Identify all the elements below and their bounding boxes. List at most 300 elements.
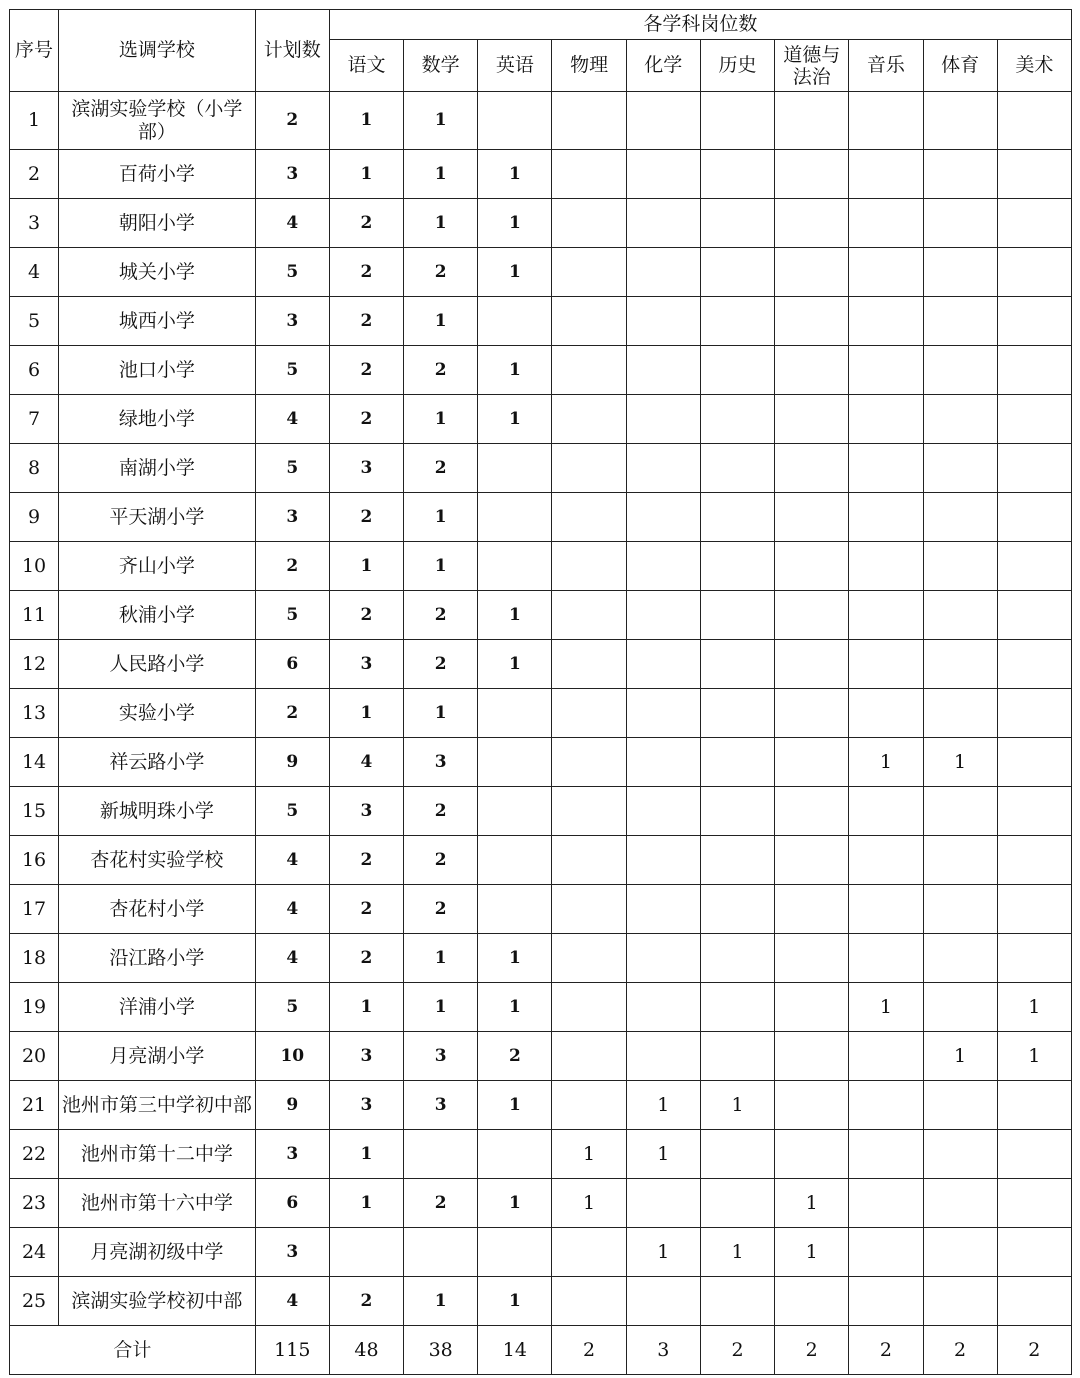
row-subject-count: 2 — [329, 297, 403, 346]
row-school: 沿江路小学 — [59, 934, 256, 983]
row-subject-count — [997, 92, 1071, 150]
row-subject-count — [626, 640, 700, 689]
row-seq: 13 — [10, 689, 59, 738]
row-subject-count: 1 — [849, 983, 923, 1032]
row-subject-count — [775, 1032, 849, 1081]
row-plan: 5 — [255, 787, 329, 836]
row-subject-count — [552, 248, 626, 297]
row-subject-count: 1 — [478, 1179, 552, 1228]
row-seq: 14 — [10, 738, 59, 787]
row-seq: 9 — [10, 493, 59, 542]
row-subject-count: 1 — [478, 1277, 552, 1326]
row-subject-count — [923, 150, 997, 199]
row-school: 新城明珠小学 — [59, 787, 256, 836]
row-subject-count — [700, 493, 774, 542]
row-seq: 6 — [10, 346, 59, 395]
row-subject-count — [552, 346, 626, 395]
header-plan: 计划数 — [255, 10, 329, 92]
table-row — [10, 199, 1072, 248]
row-seq: 23 — [10, 1179, 59, 1228]
row-school: 滨湖实验学校（小学部） — [59, 92, 256, 150]
row-subject-count — [552, 689, 626, 738]
row-subject-count — [552, 591, 626, 640]
row-subject-count — [997, 150, 1071, 199]
row-plan: 5 — [255, 248, 329, 297]
row-subject-count: 2 — [329, 493, 403, 542]
row-subject-count — [552, 885, 626, 934]
row-plan: 3 — [255, 493, 329, 542]
row-subject-count: 1 — [478, 1081, 552, 1130]
row-subject-count — [775, 689, 849, 738]
row-plan: 3 — [255, 297, 329, 346]
row-subject-count: 1 — [404, 297, 478, 346]
row-subject-count — [700, 1277, 774, 1326]
row-subject-count — [700, 934, 774, 983]
row-school: 杏花村小学 — [59, 885, 256, 934]
row-subject-count — [626, 983, 700, 1032]
row-subject-count — [923, 1130, 997, 1179]
row-subject-count — [849, 640, 923, 689]
row-plan: 4 — [255, 836, 329, 885]
row-subject-count — [997, 395, 1071, 444]
row-subject-count — [997, 885, 1071, 934]
row-subject-count — [626, 885, 700, 934]
row-subject-count — [552, 787, 626, 836]
row-subject-count: 1 — [404, 493, 478, 542]
table-row — [10, 836, 1072, 885]
row-subject-count — [478, 297, 552, 346]
header-subject: 美术 — [997, 40, 1071, 92]
row-subject-count: 1 — [478, 640, 552, 689]
row-subject-count — [997, 836, 1071, 885]
table-row — [10, 787, 1072, 836]
row-subject-count — [997, 1130, 1071, 1179]
row-subject-count: 2 — [478, 1032, 552, 1081]
row-seq: 8 — [10, 444, 59, 493]
table-row — [10, 1032, 1072, 1081]
row-subject-count — [775, 787, 849, 836]
row-subject-count — [923, 1081, 997, 1130]
row-subject-count — [700, 640, 774, 689]
table-row — [10, 934, 1072, 983]
row-subject-count — [775, 738, 849, 787]
row-subject-count: 1 — [700, 1228, 774, 1277]
row-subject-count: 2 — [329, 346, 403, 395]
row-subject-count — [700, 983, 774, 1032]
row-subject-count: 3 — [404, 738, 478, 787]
row-subject-count: 1 — [329, 150, 403, 199]
row-subject-count — [626, 297, 700, 346]
row-subject-count — [849, 150, 923, 199]
row-subject-count — [329, 1228, 403, 1277]
row-subject-count: 1 — [626, 1228, 700, 1277]
row-subject-count — [700, 444, 774, 493]
table-row — [10, 542, 1072, 591]
table-row — [10, 1130, 1072, 1179]
row-subject-count — [997, 297, 1071, 346]
table-row — [10, 248, 1072, 297]
row-subject-count — [775, 444, 849, 493]
row-subject-count — [552, 542, 626, 591]
header-subject: 语文 — [329, 40, 403, 92]
row-subject-count — [478, 1130, 552, 1179]
row-subject-count — [775, 199, 849, 248]
row-subject-count: 1 — [329, 542, 403, 591]
row-subject-count — [626, 493, 700, 542]
row-plan: 2 — [255, 689, 329, 738]
row-subject-count — [923, 591, 997, 640]
row-subject-count: 1 — [404, 1277, 478, 1326]
row-subject-count — [923, 640, 997, 689]
row-subject-count — [478, 738, 552, 787]
total-subject-count: 48 — [329, 1326, 403, 1375]
row-subject-count — [775, 934, 849, 983]
row-subject-count — [552, 640, 626, 689]
row-plan: 4 — [255, 934, 329, 983]
row-subject-count — [552, 395, 626, 444]
row-subject-count: 1 — [404, 689, 478, 738]
row-subject-count — [775, 542, 849, 591]
row-subject-count — [923, 395, 997, 444]
row-subject-count — [849, 1228, 923, 1277]
row-plan: 9 — [255, 1081, 329, 1130]
row-subject-count — [626, 836, 700, 885]
row-subject-count — [775, 297, 849, 346]
header-subject: 体育 — [923, 40, 997, 92]
row-subject-count — [552, 738, 626, 787]
row-subject-count: 1 — [329, 1130, 403, 1179]
row-subject-count: 1 — [775, 1228, 849, 1277]
row-subject-count — [997, 689, 1071, 738]
row-subject-count: 1 — [329, 983, 403, 1032]
row-subject-count — [849, 1081, 923, 1130]
row-subject-count — [923, 493, 997, 542]
row-school: 实验小学 — [59, 689, 256, 738]
row-school: 池州市第十六中学 — [59, 1179, 256, 1228]
row-subject-count: 1 — [404, 395, 478, 444]
row-subject-count — [997, 444, 1071, 493]
table-row — [10, 1228, 1072, 1277]
row-subject-count — [775, 983, 849, 1032]
row-subject-count: 1 — [329, 689, 403, 738]
row-subject-count: 1 — [329, 92, 403, 150]
row-subject-count — [700, 787, 774, 836]
row-subject-count — [997, 934, 1071, 983]
header-subject-group: 各学科岗位数 — [329, 10, 1071, 40]
table-row — [10, 1081, 1072, 1130]
row-subject-count — [997, 542, 1071, 591]
table-row — [10, 150, 1072, 199]
row-subject-count: 2 — [404, 248, 478, 297]
row-subject-count — [923, 1228, 997, 1277]
row-subject-count — [923, 1277, 997, 1326]
row-subject-count: 1 — [404, 983, 478, 1032]
row-subject-count — [997, 1179, 1071, 1228]
row-seq: 20 — [10, 1032, 59, 1081]
row-subject-count — [997, 199, 1071, 248]
row-subject-count — [552, 444, 626, 493]
row-school: 百荷小学 — [59, 150, 256, 199]
row-subject-count — [552, 836, 626, 885]
row-subject-count: 1 — [700, 1081, 774, 1130]
row-subject-count — [626, 395, 700, 444]
row-subject-count — [552, 199, 626, 248]
allocation-table — [9, 9, 1072, 1375]
total-subject-count: 14 — [478, 1326, 552, 1375]
row-seq: 2 — [10, 150, 59, 199]
row-school: 滨湖实验学校初中部 — [59, 1277, 256, 1326]
row-subject-count — [700, 248, 774, 297]
row-subject-count — [775, 591, 849, 640]
row-subject-count — [923, 787, 997, 836]
row-subject-count — [775, 493, 849, 542]
row-subject-count: 1 — [478, 199, 552, 248]
row-school: 池州市第十二中学 — [59, 1130, 256, 1179]
row-subject-count — [997, 1277, 1071, 1326]
row-subject-count — [552, 983, 626, 1032]
row-subject-count — [923, 836, 997, 885]
row-subject-count: 3 — [329, 1081, 403, 1130]
table-row — [10, 738, 1072, 787]
row-plan: 5 — [255, 983, 329, 1032]
row-subject-count — [923, 297, 997, 346]
row-school: 城关小学 — [59, 248, 256, 297]
row-subject-count — [923, 542, 997, 591]
row-subject-count: 1 — [626, 1081, 700, 1130]
row-subject-count — [700, 1130, 774, 1179]
row-subject-count — [849, 346, 923, 395]
row-subject-count: 2 — [404, 836, 478, 885]
row-subject-count — [849, 885, 923, 934]
row-seq: 24 — [10, 1228, 59, 1277]
row-subject-count — [626, 199, 700, 248]
row-subject-count — [552, 92, 626, 150]
row-subject-count — [552, 1228, 626, 1277]
row-subject-count — [626, 92, 700, 150]
header-subject: 道德与法治 — [775, 40, 849, 92]
row-subject-count — [552, 150, 626, 199]
row-subject-count — [923, 199, 997, 248]
row-subject-count: 1 — [775, 1179, 849, 1228]
row-subject-count — [775, 150, 849, 199]
row-subject-count — [997, 346, 1071, 395]
row-school: 人民路小学 — [59, 640, 256, 689]
row-subject-count — [849, 934, 923, 983]
row-subject-count — [849, 1130, 923, 1179]
row-subject-count — [849, 1179, 923, 1228]
row-subject-count — [700, 150, 774, 199]
row-subject-count: 1 — [404, 934, 478, 983]
row-subject-count — [849, 689, 923, 738]
row-school: 月亮湖初级中学 — [59, 1228, 256, 1277]
header-subject: 英语 — [478, 40, 552, 92]
row-subject-count: 2 — [404, 591, 478, 640]
row-subject-count — [552, 934, 626, 983]
total-row — [10, 1326, 1072, 1375]
row-subject-count — [478, 444, 552, 493]
row-subject-count — [849, 1032, 923, 1081]
table-row — [10, 346, 1072, 395]
header-seq: 序号 — [10, 10, 59, 92]
row-subject-count — [552, 493, 626, 542]
row-seq: 4 — [10, 248, 59, 297]
row-subject-count: 2 — [329, 591, 403, 640]
row-seq: 17 — [10, 885, 59, 934]
row-plan: 5 — [255, 591, 329, 640]
row-subject-count — [700, 1032, 774, 1081]
row-plan: 5 — [255, 346, 329, 395]
row-subject-count — [849, 591, 923, 640]
row-subject-count: 1 — [997, 983, 1071, 1032]
row-subject-count — [849, 836, 923, 885]
row-subject-count: 2 — [329, 199, 403, 248]
row-subject-count — [478, 542, 552, 591]
total-subject-count: 2 — [552, 1326, 626, 1375]
row-subject-count — [849, 1277, 923, 1326]
row-subject-count — [700, 885, 774, 934]
row-subject-count — [997, 1081, 1071, 1130]
row-subject-count — [775, 1130, 849, 1179]
row-subject-count: 1 — [849, 738, 923, 787]
row-subject-count: 1 — [478, 395, 552, 444]
row-school: 秋浦小学 — [59, 591, 256, 640]
row-subject-count — [700, 92, 774, 150]
row-seq: 12 — [10, 640, 59, 689]
row-subject-count — [923, 1179, 997, 1228]
row-subject-count — [478, 92, 552, 150]
row-subject-count — [775, 1277, 849, 1326]
row-subject-count: 2 — [329, 934, 403, 983]
table-row — [10, 92, 1072, 150]
total-plan: 115 — [255, 1326, 329, 1375]
row-subject-count — [923, 444, 997, 493]
row-subject-count — [478, 493, 552, 542]
row-subject-count: 1 — [923, 1032, 997, 1081]
row-subject-count — [700, 542, 774, 591]
table-row — [10, 1179, 1072, 1228]
row-subject-count — [478, 1228, 552, 1277]
row-subject-count: 3 — [329, 787, 403, 836]
row-subject-count — [849, 297, 923, 346]
row-subject-count: 4 — [329, 738, 403, 787]
row-school: 齐山小学 — [59, 542, 256, 591]
row-school: 绿地小学 — [59, 395, 256, 444]
table-row — [10, 297, 1072, 346]
row-subject-count: 2 — [404, 885, 478, 934]
row-subject-count — [404, 1228, 478, 1277]
row-subject-count: 1 — [404, 92, 478, 150]
row-subject-count — [775, 1081, 849, 1130]
row-subject-count — [478, 689, 552, 738]
row-seq: 18 — [10, 934, 59, 983]
row-subject-count: 2 — [329, 885, 403, 934]
row-subject-count — [775, 248, 849, 297]
row-subject-count: 1 — [404, 199, 478, 248]
row-subject-count — [849, 199, 923, 248]
row-seq: 19 — [10, 983, 59, 1032]
row-subject-count — [478, 787, 552, 836]
total-subject-count: 38 — [404, 1326, 478, 1375]
row-subject-count: 3 — [404, 1081, 478, 1130]
header-subject: 物理 — [552, 40, 626, 92]
row-seq: 25 — [10, 1277, 59, 1326]
row-subject-count: 1 — [478, 248, 552, 297]
total-subject-count: 2 — [997, 1326, 1071, 1375]
table-row — [10, 640, 1072, 689]
row-subject-count: 1 — [478, 591, 552, 640]
row-seq: 11 — [10, 591, 59, 640]
row-subject-count — [997, 493, 1071, 542]
table-row — [10, 689, 1072, 738]
row-seq: 16 — [10, 836, 59, 885]
row-subject-count: 1 — [997, 1032, 1071, 1081]
row-subject-count — [626, 542, 700, 591]
row-subject-count — [923, 689, 997, 738]
row-school: 杏花村实验学校 — [59, 836, 256, 885]
header-subject: 历史 — [700, 40, 774, 92]
row-subject-count — [626, 1277, 700, 1326]
row-subject-count: 1 — [626, 1130, 700, 1179]
row-subject-count — [923, 92, 997, 150]
row-subject-count — [626, 738, 700, 787]
row-subject-count: 3 — [329, 444, 403, 493]
row-plan: 2 — [255, 542, 329, 591]
header-subject: 数学 — [404, 40, 478, 92]
row-plan: 6 — [255, 640, 329, 689]
row-subject-count — [552, 297, 626, 346]
total-subject-count: 2 — [700, 1326, 774, 1375]
row-subject-count — [552, 1081, 626, 1130]
row-plan: 9 — [255, 738, 329, 787]
row-school: 城西小学 — [59, 297, 256, 346]
row-subject-count — [626, 346, 700, 395]
row-subject-count: 2 — [404, 444, 478, 493]
row-subject-count — [626, 444, 700, 493]
row-subject-count — [849, 92, 923, 150]
total-subject-count: 2 — [775, 1326, 849, 1375]
row-subject-count — [923, 885, 997, 934]
header-subject: 音乐 — [849, 40, 923, 92]
row-subject-count: 3 — [329, 1032, 403, 1081]
row-subject-count: 2 — [329, 1277, 403, 1326]
row-subject-count — [849, 787, 923, 836]
row-subject-count — [849, 395, 923, 444]
row-subject-count: 2 — [404, 346, 478, 395]
header-subject: 化学 — [626, 40, 700, 92]
row-seq: 22 — [10, 1130, 59, 1179]
row-subject-count — [923, 248, 997, 297]
row-subject-count — [997, 738, 1071, 787]
row-seq: 3 — [10, 199, 59, 248]
row-plan: 3 — [255, 1130, 329, 1179]
row-subject-count — [923, 346, 997, 395]
table-row — [10, 591, 1072, 640]
row-subject-count: 2 — [329, 395, 403, 444]
row-subject-count — [700, 689, 774, 738]
row-seq: 21 — [10, 1081, 59, 1130]
row-subject-count — [775, 346, 849, 395]
row-school: 池州市第三中学初中部 — [59, 1081, 256, 1130]
row-subject-count: 2 — [404, 787, 478, 836]
row-plan: 4 — [255, 885, 329, 934]
row-school: 池口小学 — [59, 346, 256, 395]
row-subject-count: 1 — [552, 1179, 626, 1228]
row-subject-count: 3 — [404, 1032, 478, 1081]
row-subject-count — [923, 983, 997, 1032]
row-subject-count — [700, 591, 774, 640]
row-subject-count — [700, 199, 774, 248]
row-seq: 10 — [10, 542, 59, 591]
